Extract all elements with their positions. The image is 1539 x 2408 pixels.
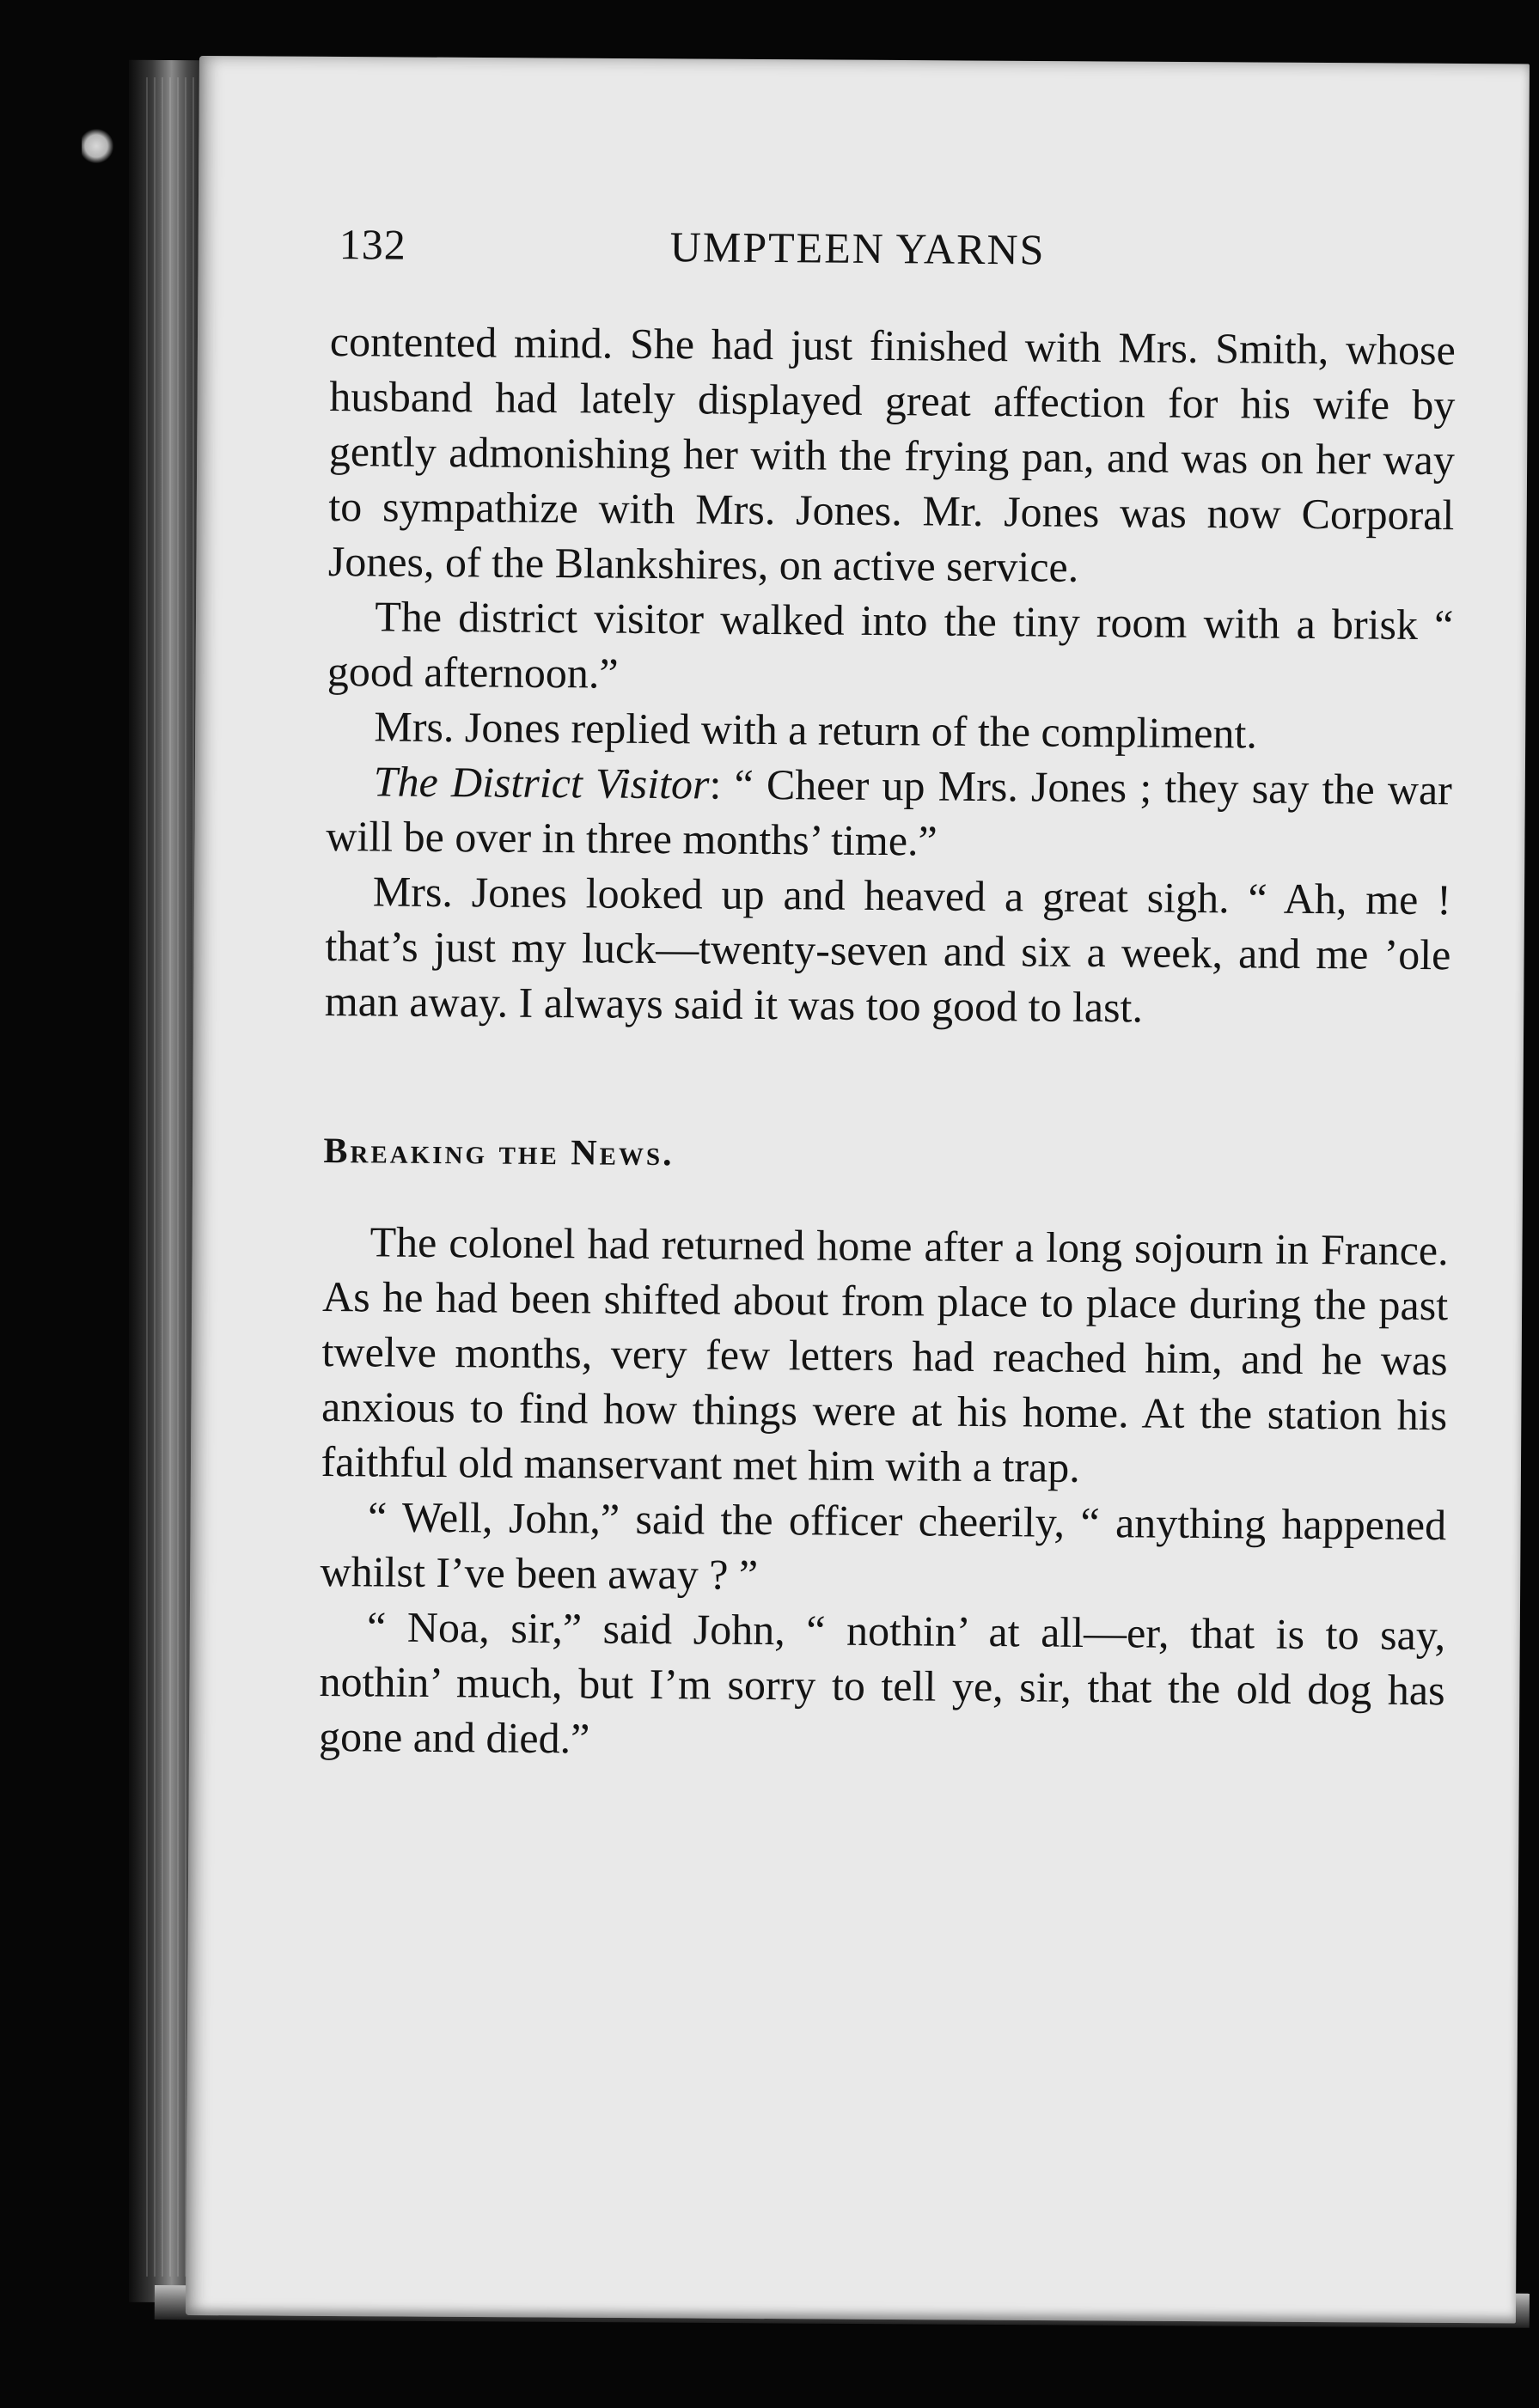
paragraph: contented mind. She had just finished with Mrs. Smith, whose husband had lately displayed great affection for his wife by gently admonishing her with the frying pan, and was on her way to sympathize with Mrs. Jones. Mr. Jones was now Corporal Jones, of the Blankshires, on active service. [327, 316, 1457, 591]
paragraph: “ Well, John,” said the officer cheerily, “ anything happened whilst I’ve been away ? ” [320, 1492, 1447, 1599]
page-text [319, 219, 1457, 1772]
running-title: UMPTEEN YARNS [669, 223, 1046, 274]
paragraph: Mrs. Jones looked up and heaved a great sigh. “ Ah, me ! that’s just my luck—twenty-seven and six a week, and me ’ole man away. I always said it was too good to last. [324, 867, 1452, 1032]
paragraph: “ Noa, sir,” said John, “ nothin’ at all—er, that is to say, nothin’ much, but I’m sorry to tell ye, sir, that the old dog has gone and died.” [318, 1602, 1446, 1763]
paragraph: The district visitor walked into the tiny room with a brisk “ good afternoon.” [327, 592, 1454, 698]
running-head [330, 219, 1457, 288]
dialogue-text: : “ Cheer up Mrs. Jones ; they say the war will be over in three months’ time.” [326, 759, 1453, 865]
speaker-name: The District Visitor [373, 757, 710, 808]
section-heading: Breaking the News. [323, 1131, 675, 1174]
dust-speck [82, 129, 114, 163]
dialogue-paragraph [326, 753, 1452, 872]
paragraph: Mrs. Jones replied with a return of the compliment. [374, 702, 1258, 758]
paragraph: The colonel had returned home after a long sojourn in France. As he had been shifted about from place to place during the past twelve months, very few letters had reached him, and he was anxious to find how things were at his home. At the station his faithful old manservant met him with a trap. [321, 1217, 1449, 1491]
page-number: 132 [339, 220, 406, 269]
